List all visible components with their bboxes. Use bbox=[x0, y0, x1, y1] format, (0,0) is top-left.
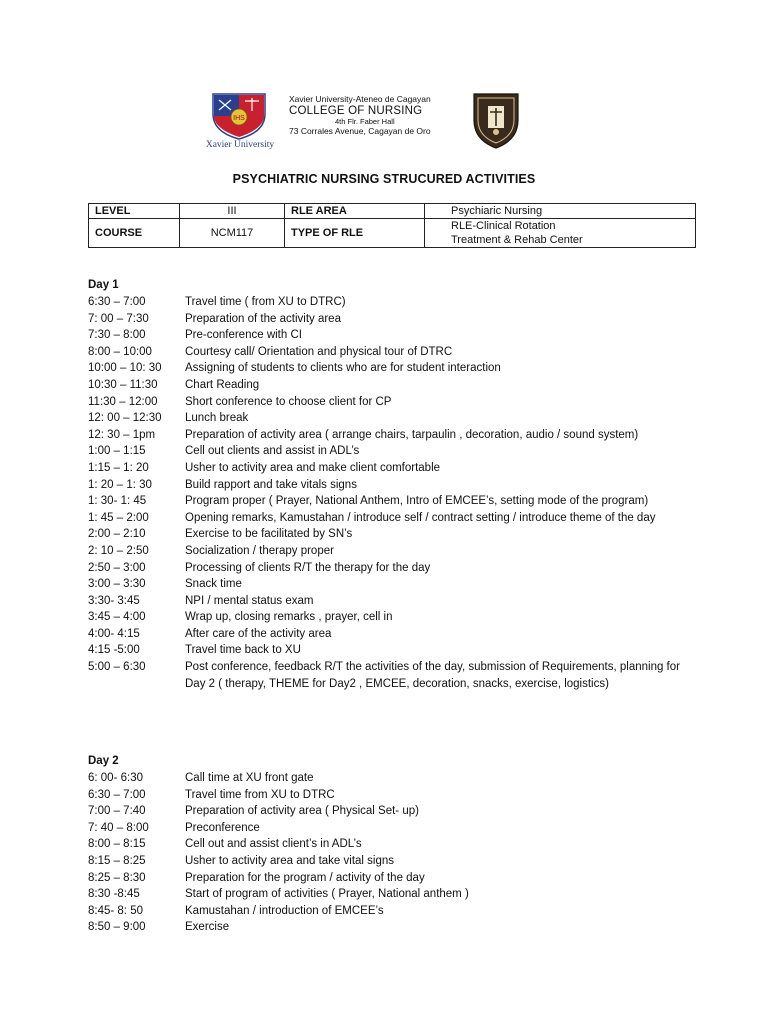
address-line: 73 Corrales Avenue, Cagayan de Oro bbox=[289, 125, 431, 136]
schedule-row bbox=[88, 870, 688, 887]
schedule-time: 8:25 – 8:30 bbox=[88, 871, 146, 884]
schedule-time: 1:15 – 1: 20 bbox=[88, 461, 149, 474]
schedule-activity: Travel time from XU to DTRC bbox=[185, 788, 335, 801]
schedule-row bbox=[88, 886, 688, 903]
schedule-row bbox=[88, 626, 688, 643]
schedule-time: 12: 30 – 1pm bbox=[88, 428, 156, 441]
schedule-activity: Preparation for the program / activity of the day bbox=[185, 871, 425, 884]
schedule-row bbox=[88, 410, 688, 427]
schedule-row bbox=[88, 394, 688, 411]
schedule-time: 6:30 – 7:00 bbox=[88, 296, 146, 308]
schedule-row bbox=[88, 787, 688, 804]
schedule-activity: Processing of clients R/T the therapy for the day bbox=[185, 561, 431, 574]
schedule-row bbox=[88, 593, 688, 610]
schedule-row bbox=[88, 576, 688, 593]
schedule-time: 3:30- 3:45 bbox=[88, 594, 140, 607]
schedule-time: 1: 20 – 1: 30 bbox=[88, 478, 152, 491]
schedule-activity: Call time at XU front gate bbox=[185, 772, 314, 784]
schedule-time: 8:00 – 8:15 bbox=[88, 838, 146, 851]
schedule-activity: Chart Reading bbox=[185, 378, 260, 391]
schedule-activity: After care of the activity area bbox=[185, 627, 332, 640]
schedule-activity: Courtesy call/ Orientation and physical tour of DTRC bbox=[185, 345, 453, 358]
course-info-table bbox=[88, 203, 696, 248]
schedule-activity: Assigning of students to clients who are for student interaction bbox=[185, 362, 501, 375]
schedule-activity: Usher to activity area and take vital signs bbox=[185, 854, 395, 867]
schedule-time: 10:00 – 10: 30 bbox=[88, 362, 162, 375]
schedule-row bbox=[88, 853, 688, 870]
schedule-time: 8:50 – 9:00 bbox=[88, 921, 146, 934]
schedule-time: 10:30 – 11:30 bbox=[88, 378, 158, 391]
schedule-activity: Snack time bbox=[185, 578, 242, 591]
schedule-row bbox=[88, 311, 688, 328]
schedule-activity: Cell out and assist client’s in ADL’s bbox=[185, 838, 362, 851]
schedule-row bbox=[88, 526, 688, 543]
schedule-row bbox=[88, 770, 688, 787]
schedule-activity: Travel time ( from XU to DTRC) bbox=[185, 296, 346, 308]
schedule-activity: Opening remarks, Kamustahan / introduce self / contract setting / introduce theme of the day bbox=[185, 511, 656, 524]
schedule-row bbox=[88, 477, 688, 494]
schedule-row bbox=[88, 609, 688, 626]
document-title: PSYCHIATRIC NURSING STRUCURED ACTIVITIES bbox=[232, 172, 536, 186]
schedule-time: 6:30 – 7:00 bbox=[88, 788, 146, 801]
schedule-row bbox=[88, 659, 688, 692]
schedule-row bbox=[88, 377, 688, 394]
schedule-activity: Short conference to choose client for CP bbox=[185, 395, 392, 408]
schedule-row bbox=[88, 460, 688, 477]
schedule-time: 7: 40 – 8:00 bbox=[88, 821, 149, 834]
schedule-row bbox=[88, 836, 688, 853]
schedule-time: 8:45- 8: 50 bbox=[88, 904, 143, 917]
schedule-time: 8:30 -8:45 bbox=[88, 888, 140, 901]
schedule-activity: Wrap up, closing remarks , prayer, cell in bbox=[185, 611, 393, 624]
schedule-activity: Lunch break bbox=[185, 412, 249, 425]
schedule-row bbox=[88, 327, 688, 344]
day-1-rows bbox=[88, 294, 688, 692]
schedule-row bbox=[88, 560, 688, 577]
schedule-row bbox=[88, 427, 688, 444]
schedule-time: 8:15 – 8:25 bbox=[88, 854, 146, 867]
schedule-row bbox=[88, 642, 688, 659]
type-of-rle-value bbox=[425, 219, 696, 248]
rle-area-value: Psychiaric Nursing bbox=[425, 204, 696, 219]
schedule-activity: Post conference, feedback R/T the activities of the day, submission of Requirements, planning for Day 2 ( therapy, THEME for Day2 , EMCEE, decoration, snacks, exercise, logistics) bbox=[185, 661, 680, 690]
schedule-time: 1:00 – 1:15 bbox=[88, 445, 146, 458]
floor-line: 4th Flr. Faber Hall bbox=[335, 116, 395, 126]
schedule-time: 7:00 – 7:40 bbox=[88, 805, 146, 818]
schedule-time: 7:30 – 8:00 bbox=[88, 329, 146, 342]
svg-text:IHS: IHS bbox=[233, 115, 245, 122]
day-2-heading: Day 2 bbox=[88, 755, 119, 767]
rle-area-label: RLE AREA bbox=[285, 204, 425, 219]
schedule-row bbox=[88, 919, 688, 936]
schedule-time: 3:45 – 4:00 bbox=[88, 611, 146, 624]
course-value: NCM117 bbox=[180, 219, 285, 248]
schedule-time: 4:15 -5:00 bbox=[88, 644, 140, 657]
schedule-activity: Pre-conference with CI bbox=[185, 329, 302, 342]
schedule-activity: Program proper ( Prayer, National Anthem, Intro of EMCEE’s, setting mode of the program) bbox=[185, 495, 649, 508]
type-of-rle-line-1: RLE-Clinical Rotation bbox=[451, 220, 556, 232]
schedule-row bbox=[88, 803, 688, 820]
schedule-row bbox=[88, 344, 688, 361]
schedule-activity: Preparation of the activity area bbox=[185, 312, 341, 325]
schedule-activity: Exercise to be facilitated by SN’s bbox=[185, 528, 353, 541]
table-row bbox=[89, 219, 696, 248]
xavier-university-logo bbox=[205, 92, 277, 156]
schedule-row bbox=[88, 493, 688, 510]
day-2-schedule bbox=[88, 753, 688, 936]
type-of-rle-line-2: Treatment & Rehab Center bbox=[451, 234, 583, 246]
type-of-rle-label: TYPE OF RLE bbox=[285, 219, 425, 248]
schedule-time: 6: 00- 6:30 bbox=[88, 772, 143, 784]
schedule-activity: Travel time back to XU bbox=[185, 644, 301, 657]
schedule-time: 8:00 – 10:00 bbox=[88, 345, 152, 358]
schedule-row bbox=[88, 510, 688, 527]
schedule-time: 2:50 – 3:00 bbox=[88, 561, 146, 574]
table-row bbox=[89, 204, 696, 219]
schedule-activity: Preparation of activity area ( arrange chairs, tarpaulin , decoration, audio / sound system) bbox=[185, 428, 639, 441]
schedule-row bbox=[88, 294, 688, 311]
schedule-activity: Kamustahan / introduction of EMCEE’s bbox=[185, 904, 384, 917]
schedule-activity: NPI / mental status exam bbox=[185, 594, 314, 607]
schedule-time: 11:30 – 12:00 bbox=[88, 395, 158, 408]
day-1-heading: Day 1 bbox=[88, 279, 119, 291]
schedule-time: 2:00 – 2:10 bbox=[88, 528, 146, 541]
course-label: COURSE bbox=[89, 219, 180, 248]
college-name: COLLEGE OF NURSING bbox=[289, 104, 423, 117]
level-label: LEVEL bbox=[89, 204, 180, 219]
schedule-time: 12: 00 – 12:30 bbox=[88, 412, 162, 425]
schedule-activity: Start of program of activities ( Prayer, National anthem ) bbox=[185, 888, 469, 901]
schedule-time: 3:00 – 3:30 bbox=[88, 578, 146, 591]
schedule-activity: Build rapport and take vitals signs bbox=[185, 478, 357, 491]
schedule-activity: Usher to activity area and make client comfortable bbox=[185, 461, 441, 474]
schedule-time: 7: 00 – 7:30 bbox=[88, 312, 149, 325]
day-1-schedule bbox=[88, 277, 688, 692]
logo-caption: Xavier University bbox=[205, 140, 275, 150]
schedule-activity: Preparation of activity area ( Physical Set- up) bbox=[185, 805, 419, 818]
schedule-activity: Exercise bbox=[185, 921, 230, 934]
schedule-time: 2: 10 – 2:50 bbox=[88, 544, 149, 557]
schedule-row bbox=[88, 903, 688, 920]
schedule-activity: Preconference bbox=[185, 821, 260, 834]
university-name: Xavier University-Ateneo de Cagayan bbox=[289, 94, 431, 104]
college-of-nursing-seal bbox=[468, 90, 524, 150]
schedule-activity: Cell out clients and assist in ADL’s bbox=[185, 445, 360, 458]
schedule-row bbox=[88, 360, 688, 377]
schedule-time: 1: 30- 1: 45 bbox=[88, 495, 147, 508]
schedule-activity: Socialization / therapy proper bbox=[185, 544, 334, 557]
schedule-time: 1: 45 – 2:00 bbox=[88, 511, 149, 524]
level-value: III bbox=[180, 204, 285, 219]
schedule-row bbox=[88, 543, 688, 560]
schedule-time: 5:00 – 6:30 bbox=[88, 661, 146, 674]
day-2-rows bbox=[88, 770, 688, 936]
schedule-row bbox=[88, 443, 688, 460]
schedule-time: 4:00- 4:15 bbox=[88, 627, 140, 640]
schedule-row bbox=[88, 820, 688, 837]
